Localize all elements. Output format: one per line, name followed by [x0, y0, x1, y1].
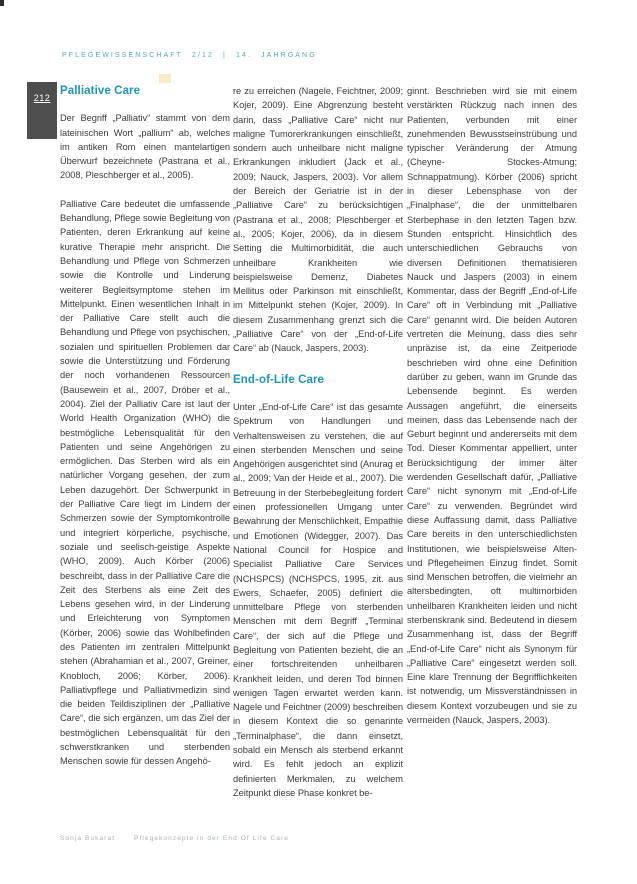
- running-footer: [60, 835, 289, 842]
- section-heading-palliative-care: Palliative Care: [60, 85, 141, 97]
- paragraph: Unter „End-of-Life Care“ ist das gesamte Spektrum von Handlungen und Verhaltensweisen zu verstehen, die auf einen sterbenden Menschen und seine Angehörigen ausgerichtet sind (Anurag et al., 2009; Van der Heide et al., 2007). Die Betreuung in der Sterbebegleitung fordert einen professionellen Umgang unter Bewahrung der Menschlichkeit, Empathie und Emotionen (Widegger, 2007). Das National Council for Hospice and Specialist Palliative Care Services (NCHSPCS) (NCHSPCS, 1995, zit. aus Ewers, Schaefer, 2005) definiert die unmittelbare Pflege von sterbenden Menschen mit dem Begriff „Terminal Care“, der sich auf die Pflege und Begleitung von Patienten bezieht, die an einer fortschreitenden unheilbaren Krankheit leiden, und deren Tod binnen wenigen Tagen erwartet werden kann. Nagele und Feichtner (2009) beschreiben in diesem Kontext die so genannte „Terminalphase“, die dann einsetzt, sobald ein Mensch als sterbend erkannt wird. Es fehlt jedoch an explizit definierten Merkmalen, zu welchem Zeitpunkt diese Phase konkret be-: [233, 401, 403, 798]
- page-number-badge: [27, 82, 57, 139]
- scan-corner-artifact: [0, 0, 4, 6]
- footer-author: Sonja Bukarat: [60, 835, 116, 842]
- journal-header-line: PFLEGEWISSENSCHAFT 2/12 | 14. JAHRGANG: [62, 52, 317, 59]
- paragraph: ginnt. Beschrieben wird sie mit einem verstärkten Rückzug nach innen des Patienten, verbunden mit einer zunehmenden Bewusstseinstrübung und typischer Veränderung der Atmung (Cheyne- Stockes-Atmung; Schnappatmung). Körber (2006) spricht in dieser Lebensphase von der „Finalphase“, die der unmittelbaren Sterbephase in den letzten Tagen bzw. Stunden entspricht. Hinsichtlich des unterschiedlichen Gebrauchs von diversen Definitionen thematisieren Nauck und Jaspers (2003) in einem Kommentar, dass der Begriff „End-of-Life Care“ oft in Verbindung mit „Palliative Care“ genannt wird. Die beiden Autoren vertreten die Meinung, dass dies sehr unpräzise ist, da eine Zeitperiode beschrieben wird ohne eine Definition darüber zu geben, wann im Grunde das Lebensende beginnt. Es werden Aussagen angeführt, die einerseits meinen, dass das Lebensende nach der Geburt beginnt und andererseits mit dem Tod. Dieser Kommentar appelliert, unter Berücksichtigung der immer älter werdenden Gesellschaft dafür, „Palliative Care“ nicht synonym mit „End-of-Life Care“ zu verwenden. Begründet wird diese Auffassung damit, dass Palliative Care bereits in den unterschiedlichsten Institutionen, wie beispielsweise Alten- und Pflegeheimen Einzug findet. Somit sind Menschen betroffen, die vielmehr an altersbedingten, oft multimorbiden unheilbaren Krankheiten leiden und nicht sterbenskrank sind. Bedeutend in diesem Zusammenhang ist, dass der Begriff „End-of-Life Care“ nicht als Synonym für „Palliative Care“ eingesetzt werden soll. Eine klare Trennung der Begrifflichkeiten ist notwendig, um Missverständnissen in diesem Kontext vorzubeugen und sie zu vermeiden (Nauck, Jaspers, 2003).: [407, 86, 577, 726]
- paragraph: re zu erreichen (Nagele, Feichtner, 2009; Kojer, 2009). Eine Abgrenzung besteht darin, dass „Palliative Care“ nicht nur maligne Tumorerkrankungen einschließt, sondern auch unheilbare nicht maligne Erkrankungen inkludiert (Jack et al., 2009; Nauck, Jaspers, 2003). Vor allem der Bereich der Geriatrie ist in der „Palliative Care“ zu berücksichtigen (Pastrana et al., 2008; Pleschberger et al., 2005; Kojer, 2006), da in diesem Setting die Multimorbidität, die auch unheilbare Krankheiten wie beispielsweise Demenz, Diabetes Mellitus oder Parkinson mit einschließt, im Mittelpunkt stehen (Kojer, 2009). In diesem Zusammenhang grenzt sich die „Palliative Care“ von der „End-of-Life Care“ ab (Nauck, Jaspers, 2003).: [233, 86, 403, 354]
- paragraph: Palliative Care bedeutet die umfassende Behandlung, Pflege sowie Begleitung von Patienten, deren Erkrankung auf keine kurative Therapie mehr anspricht. Die Behandlung und Pflege von Schmerzen sowie die Kontrolle und Linderung weiterer Begleitsymptome stehen im Mittelpunkt. Einen wesentlichen Inhalt in der Palliative Care stellt auch die Behandlung und Pflege von psychischen, sozialen und spirituellen Problemen dar sowie die Unterstützung und Förderung der noch vorhandenen Ressourcen (Bausewein et al., 2007, Dröber et al., 2004). Ziel der Palliativ Care ist laut der World Health Organization (WHO) die bestmögliche Lebensqualität für den Patienten und seine Angehörigen zu ermöglichen. Das Sterben wird als ein natürlicher Vorgang gesehen, der zum Leben dazugehört. Der Schwerpunkt in der Palliative Care liegt im Lindern der Schmerzen sowie der Symptomkontrolle und integriert körperliche, psychische, soziale und seelisch-geistige Aspekte (WHO, 2009). Auch Körber (2006) beschreibt, dass in der Palliative Care die Zeit des Sterbens als eine Zeit des Lebens gesehen wird, in der Linderung und Erleichterung von Symptomen (Körber, 2006) sowie das Wohlbefinden des Patienten im zentralen Mittelpunkt stehen (Abrahamian et al., 2007, Greiner, Knobloch, 2006; Körber, 2006). Palliativpflege und Palliativmedizin sind die beiden Teildisziplinen der „Palliative Care“, die sich ergänzen, um das Ziel der bestmöglichen Lebensqualität für den schwerstkranken und sterbenden Menschen sowie für dessen Angehö-: [60, 198, 230, 767]
- text-column-3: [407, 84, 577, 741]
- page-number: 212: [33, 93, 51, 103]
- paragraph: Der Begriff „Palliativ“ stammt von dem lateinischen Wort „pallium“ ab, welches im antiken Rom einen mantelartigen Überwurf bezeichnete (Pastrana et al., 2008, Pleschberger et al., 2005).: [60, 113, 230, 181]
- text-column-2: [233, 84, 403, 814]
- footer-article-title: Pflegekonzepte in der End Of Life Care: [134, 835, 289, 842]
- highlight-mark: [159, 74, 171, 83]
- text-column-1: [60, 84, 230, 783]
- section-heading-end-of-life-care: End-of-Life Care: [233, 373, 325, 386]
